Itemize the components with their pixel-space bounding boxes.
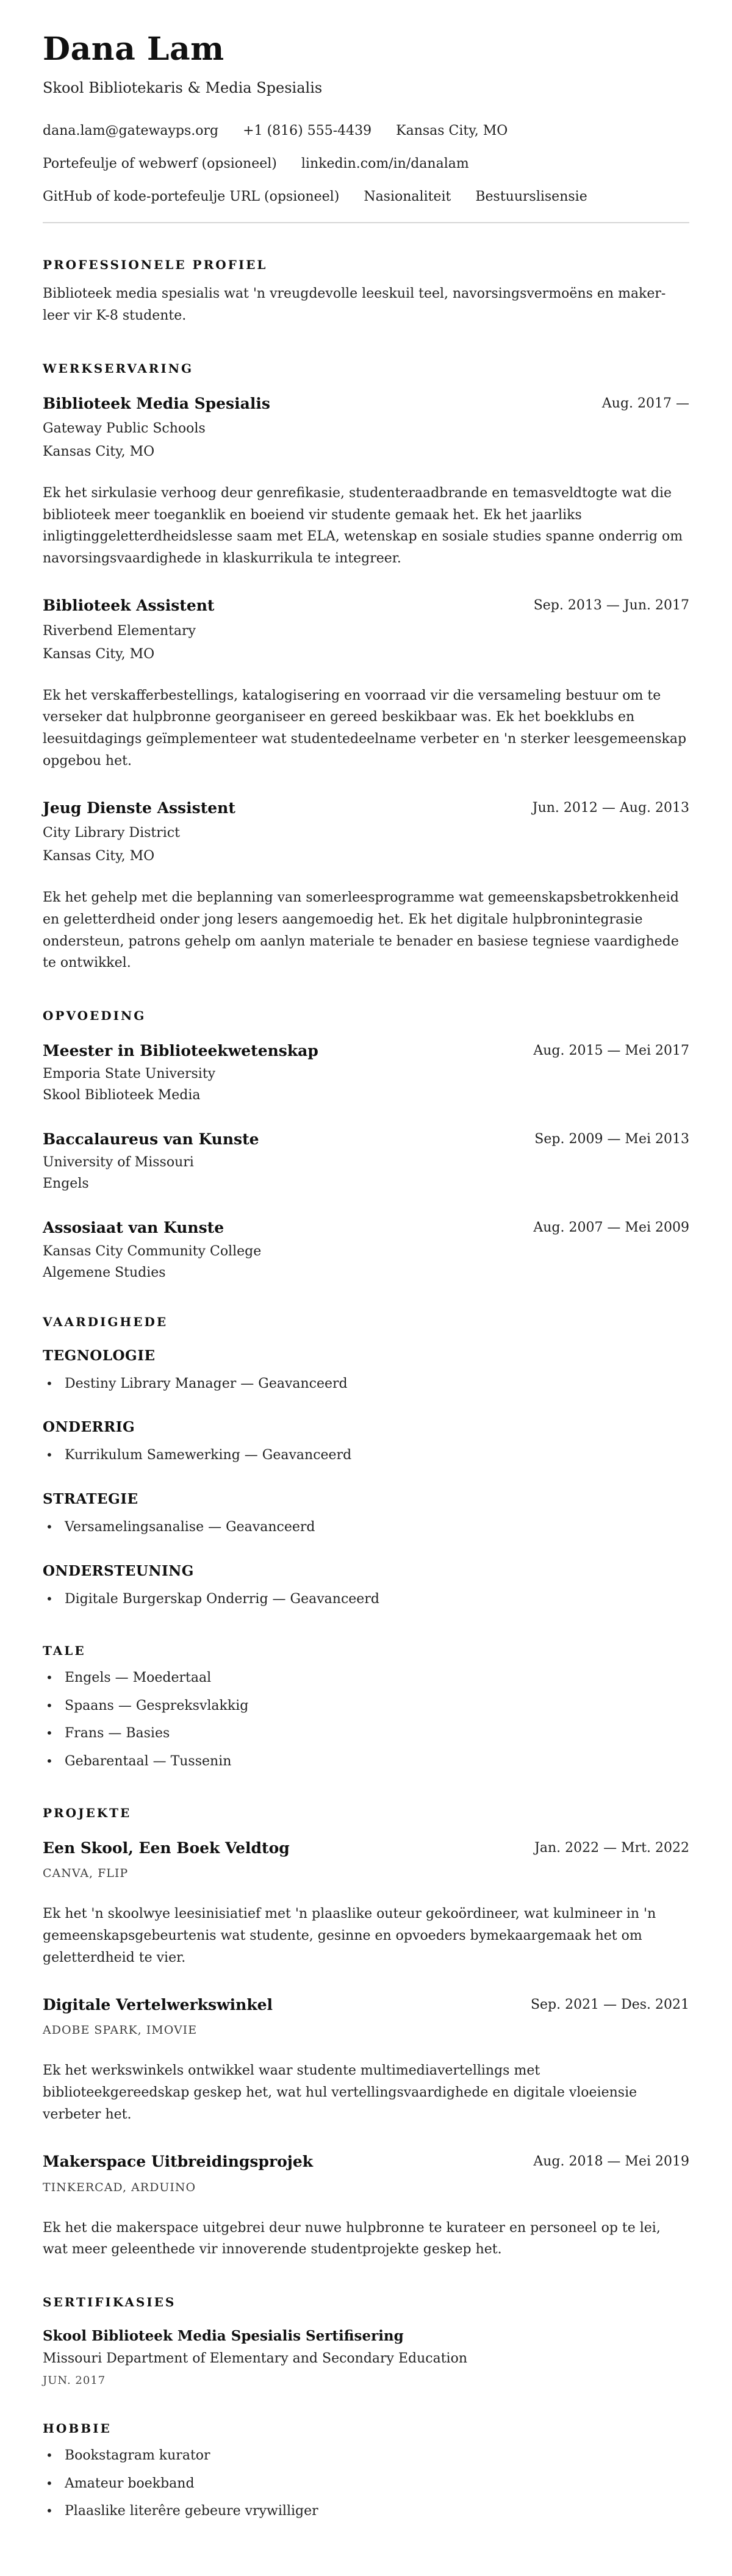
skill-item: • Versamelingsanalise — Geavanceerd	[43, 1518, 689, 1537]
hobby-list	[43, 2447, 689, 2521]
project-entry-head	[43, 2152, 689, 2171]
job-location: Kansas City, MO	[43, 849, 155, 864]
education-entry-head	[43, 1130, 689, 1149]
hobby-item: • Amateur boekband	[43, 2475, 689, 2494]
language-item: • Frans — Basies	[43, 1724, 689, 1743]
section-projects	[43, 1806, 689, 2261]
resume-header	[43, 30, 689, 223]
education-entry-head	[43, 1218, 689, 1237]
job-entry-1	[43, 394, 689, 570]
contact-email: dana.lam@gatewayps.org	[43, 123, 219, 139]
contact-row-3	[43, 189, 689, 204]
job-entry-head	[43, 596, 689, 615]
degree-title: Meester in Biblioteekwetenskap	[43, 1041, 318, 1060]
job-title: Jeug Dienste Assistent	[43, 799, 235, 817]
project-dates: Aug. 2018 — Mei 2019	[533, 2154, 689, 2170]
certification-title: Skool Biblioteek Media Spesialis Sertifisering	[43, 2327, 404, 2344]
skill-group-support	[43, 1563, 689, 1609]
contact-phone: +1 (816) 555-4439	[243, 123, 372, 139]
skill-group-name: STRATEGIE	[43, 1491, 138, 1508]
job-description: Ek het sirkulasie verhoog deur genrefikasie, studenteraadbrande en temasveldtogte wat die biblioteek meer toeganklik en boeiend vir studente gemaak het. Ek het jaarliks inligtinggeletterdheidslesse saam met ELA, wetenskap en sosiale studies spanne onderrig om navorsingsvaardighede in klaskurrikula te integreer.	[43, 485, 683, 566]
education-entry-1	[43, 1041, 689, 1103]
degree-dates: Aug. 2007 — Mei 2009	[533, 1220, 689, 1236]
degree-title: Assosiaat van Kunste	[43, 1219, 224, 1237]
education-entry-2	[43, 1130, 689, 1191]
degree-title: Baccalaureus van Kunste	[43, 1130, 259, 1149]
job-entry-2	[43, 596, 689, 772]
profile-text: Biblioteek media spesialis wat 'n vreugdevolle leeskuil teel, navorsingsvermoëns en maker-leer vir K-8 studente.	[43, 286, 666, 324]
job-entry-head	[43, 394, 689, 413]
person-job-title: Skool Bibliotekaris & Media Spesialis	[43, 79, 323, 97]
job-dates: Jun. 2012 — Aug. 2013	[532, 800, 689, 816]
project-entry-head	[43, 1995, 689, 2014]
section-education	[43, 1008, 689, 1280]
project-tools: TINKERCAD, ARDUINO	[43, 2180, 196, 2194]
project-title: Makerspace Uitbreidingsprojek	[43, 2153, 314, 2171]
education-entry-3	[43, 1218, 689, 1280]
language-item: • Spaans — Gespreksvlakkig	[43, 1697, 689, 1716]
job-description: Ek het verskafferbestellings, katalogisering en voorraad vir die versameling bestuur om te verseker dat hulpbronne georganiseer en gereed beskikbaar was. Ek het boekklubs en leesuitdagings geïmplementeer wat studentedeelname verbeter en 'n sterker leesgemeenskap opgebou het.	[43, 687, 687, 769]
skill-group-technology	[43, 1347, 689, 1394]
job-entry-head	[43, 798, 689, 817]
person-name: Dana Lam	[43, 30, 224, 68]
job-company: Gateway Public Schools	[43, 420, 206, 436]
education-heading: OPVOEDING	[43, 1008, 146, 1023]
project-description: Ek het 'n skoolwye leesinisiatief met 'n plaaslike outeur gekoördineer, wat kulmineer in 'n gemeenskapsgebeurtenis wat studente, gesinne en opvoeders bymekaargemaak het om geletterdheid te vier.	[43, 1906, 656, 1965]
project-description: Ek het werkswinkels ontwikkel waar studente multimediavertellings met biblioteekgereedskap geskep het, wat hul vertellingsvaardighede en digitale vloeiensie verbeter het.	[43, 2063, 637, 2122]
language-item: • Engels — Moedertaal	[43, 1669, 689, 1688]
degree-field: Skool Biblioteek Media	[43, 1088, 201, 1103]
section-skills	[43, 1315, 689, 1609]
degree-dates: Aug. 2015 — Mei 2017	[533, 1042, 689, 1058]
skill-item: • Kurrikulum Samewerking — Geavanceerd	[43, 1446, 689, 1465]
project-title: Digitale Vertelwerkswinkel	[43, 1996, 273, 2014]
degree-field: Engels	[43, 1176, 89, 1192]
profile-heading: PROFESSIONELE PROFIEL	[43, 257, 268, 273]
skill-group-name: ONDERSTEUNING	[43, 1563, 194, 1580]
job-company: Riverbend Elementary	[43, 623, 196, 639]
project-title: Een Skool, Een Boek Veldtog	[43, 1839, 290, 1857]
certification-date: JUN. 2017	[43, 2373, 106, 2387]
certification-issuer: Missouri Department of Elementary and Secondary Education	[43, 2350, 468, 2366]
section-work-experience	[43, 361, 689, 974]
hobby-item: • Bookstagram kurator	[43, 2447, 689, 2466]
contact-row-1	[43, 123, 689, 138]
contact-nationality: Nasionaliteit	[364, 189, 451, 205]
header-divider	[43, 222, 689, 223]
project-entry-3	[43, 2152, 689, 2261]
skill-list	[43, 1518, 689, 1537]
job-description: Ek het gehelp met die beplanning van somerleesprogramme wat gemeenskapsbetrokkenheid en geletterdheid onder jong lesers aangemoedig het. Ek het digitale hulpbronintegrasie ondersteun, patrons gehelp om aanlyn materiale te benader en basiese tegniese vaardighede te ontwikkel.	[43, 890, 679, 971]
languages-heading: TALE	[43, 1643, 86, 1658]
skill-group-instruction	[43, 1419, 689, 1465]
job-company: City Library District	[43, 825, 180, 841]
section-professional-profile	[43, 257, 689, 326]
skill-group-name: TEGNOLOGIE	[43, 1347, 156, 1364]
project-tools: CANVA, FLIP	[43, 1867, 129, 1881]
skill-list	[43, 1446, 689, 1465]
degree-dates: Sep. 2009 — Mei 2013	[534, 1132, 689, 1147]
project-entry-head	[43, 1839, 689, 1857]
job-location: Kansas City, MO	[43, 646, 155, 662]
experience-heading: WERKSERVARING	[43, 361, 194, 376]
contact-drivers-license: Bestuurslisensie	[475, 189, 587, 205]
contact-github: GitHub of kode-portefeulje URL (opsioneel)	[43, 189, 340, 205]
skill-item: • Destiny Library Manager — Geavanceerd	[43, 1375, 689, 1394]
hobby-item: • Plaaslike literêre gebeure vrywilliger	[43, 2502, 689, 2521]
skills-heading: VAARDIGHEDE	[43, 1314, 168, 1329]
project-description: Ek het die makerspace uitgebrei deur nuwe hulpbronne te kurateer en personeel op te lei, wat meer geleenthede vir innoverende studentprojekte geskep het.	[43, 2220, 661, 2258]
degree-school: Emporia State University	[43, 1066, 216, 1082]
contact-info	[43, 123, 689, 204]
contact-linkedin: linkedin.com/in/danalam	[301, 156, 469, 172]
skill-list	[43, 1375, 689, 1394]
job-title: Biblioteek Media Spesialis	[43, 394, 270, 412]
language-list	[43, 1669, 689, 1771]
project-entry-1	[43, 1839, 689, 1968]
project-entry-2	[43, 1995, 689, 2125]
certifications-heading: SERTIFIKASIES	[43, 2294, 176, 2309]
contact-portfolio: Portefeulje of webwerf (opsioneel)	[43, 156, 277, 172]
skill-item: • Digitale Burgerskap Onderrig — Geavanceerd	[43, 1590, 689, 1609]
skill-group-name: ONDERRIG	[43, 1419, 135, 1436]
project-tools: ADOBE SPARK, IMOVIE	[43, 2023, 198, 2037]
contact-location: Kansas City, MO	[396, 123, 508, 139]
contact-row-2	[43, 156, 689, 171]
project-dates: Jan. 2022 — Mrt. 2022	[534, 1840, 689, 1856]
job-title: Biblioteek Assistent	[43, 597, 215, 615]
job-entry-3	[43, 798, 689, 974]
hobbies-heading: HOBBIE	[43, 2420, 112, 2436]
degree-school: Kansas City Community College	[43, 1243, 262, 1259]
job-dates: Sep. 2013 — Jun. 2017	[533, 598, 689, 614]
project-dates: Sep. 2021 — Des. 2021	[530, 1997, 689, 2013]
section-languages	[43, 1643, 689, 1771]
degree-field: Algemene Studies	[43, 1265, 166, 1280]
projects-heading: PROJEKTE	[43, 1806, 132, 1821]
degree-school: University of Missouri	[43, 1155, 194, 1171]
job-dates: Aug. 2017 —	[601, 395, 689, 411]
job-location: Kansas City, MO	[43, 443, 155, 459]
section-hobbies	[43, 2421, 689, 2521]
skill-group-strategy	[43, 1491, 689, 1537]
language-item: • Gebarentaal — Tussenin	[43, 1753, 689, 1771]
section-certifications	[43, 2295, 689, 2387]
education-entry-head	[43, 1041, 689, 1060]
skill-list	[43, 1590, 689, 1609]
certification-entry	[43, 2328, 689, 2387]
